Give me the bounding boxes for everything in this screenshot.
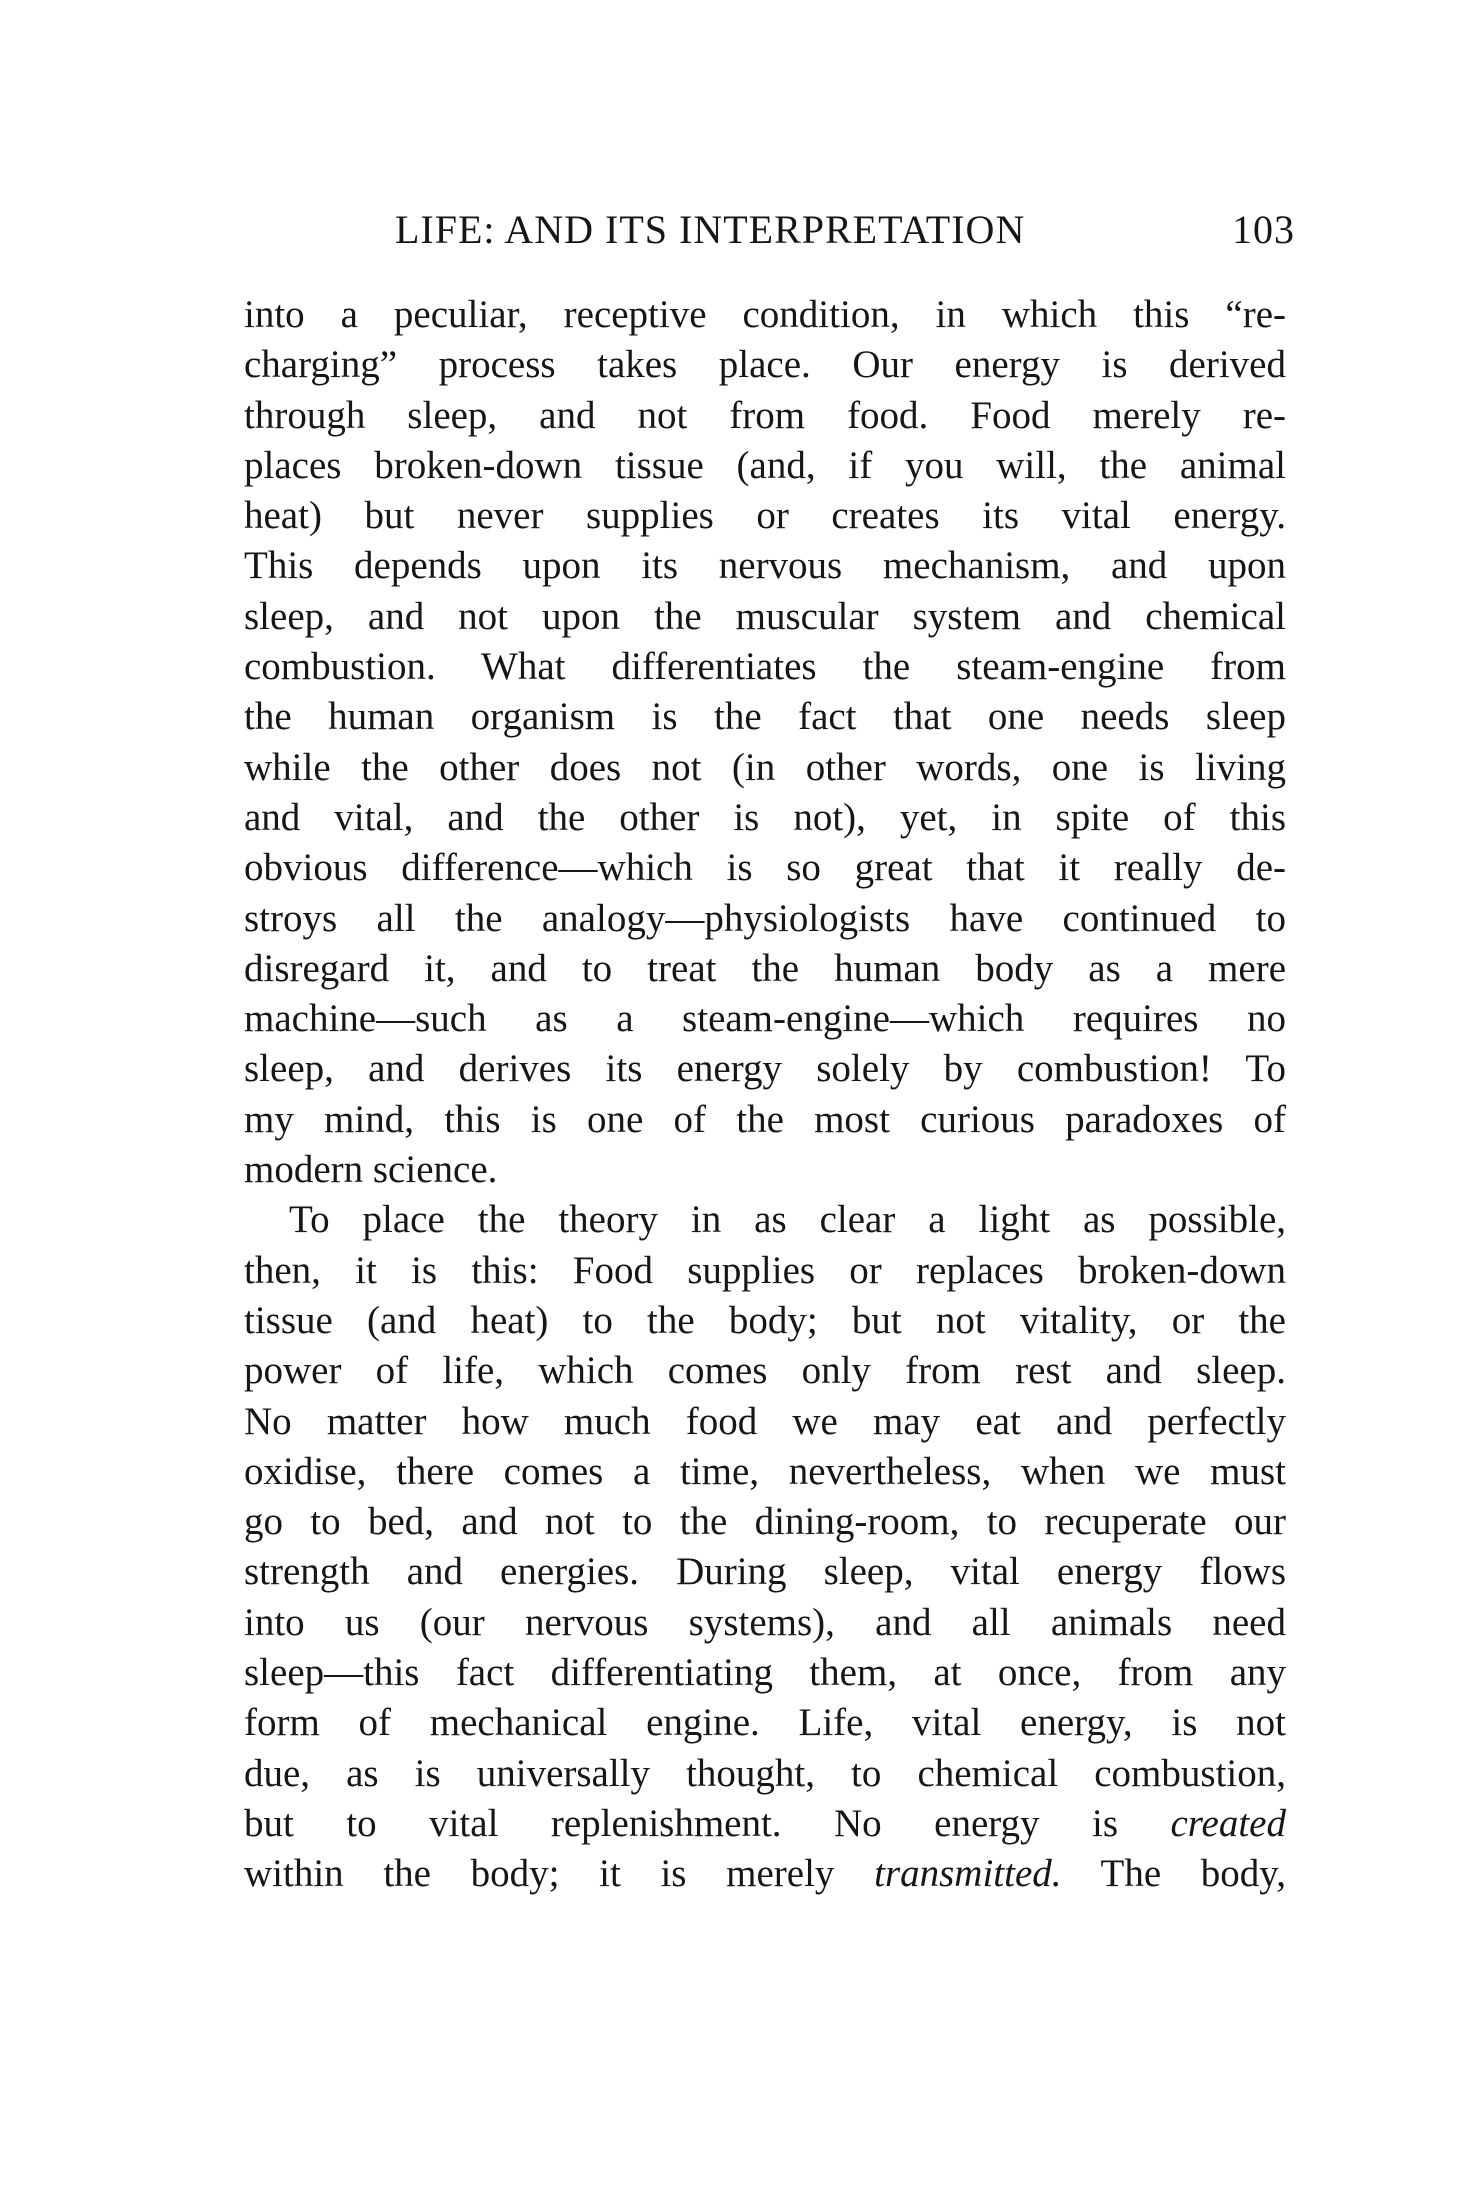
text-line: disregard it, and to treat the human body as a mere [244,946,1286,990]
paragraph-2 [244,1195,1286,1899]
italic-text: transmitted. [874,1852,1062,1896]
text-line: No matter how much food we may eat and perfectly [244,1399,1286,1443]
text-line: the human organism is the fact that one needs sleep [244,695,1286,739]
text-line: obvious difference—which is so great that it really de- [244,846,1286,890]
text-line: places broken-down tissue (and, if you will, the animal [244,443,1286,487]
text-line: This depends upon its nervous mechanism, and upon [244,544,1286,588]
text-line: sleep, and derives its energy solely by combustion! To [244,1047,1286,1091]
text-segment: The body, [1100,1852,1287,1896]
text-line: due, as is universally thought, to chemical combustion, [244,1751,1286,1795]
text-line: power of life, which comes only from rest and sleep. [244,1349,1286,1393]
text-line: while the other does not (in other words, one is living [244,745,1286,789]
text-line: into us (our nervous systems), and all animals need [244,1600,1286,1644]
text-line: through sleep, and not from food. Food merely re- [244,393,1286,437]
page-number: 103 [1232,207,1295,252]
text-line: heat) but never supplies or creates its vital energy. [244,494,1286,538]
text-line: my mind, this is one of the most curious paradoxes of [244,1097,1286,1141]
text-line: then, it is this: Food supplies or replaces broken-down [244,1248,1286,1292]
italic-text: created [1170,1801,1286,1845]
text-line: go to bed, and not to the dining-room, to recuperate our [244,1500,1286,1544]
text-line: stroys all the analogy—physiologists have continued to [244,896,1286,940]
running-title: LIFE: AND ITS INTERPRETATION [395,207,1026,252]
text-line: charging” process takes place. Our energy is derived [244,343,1286,387]
text-line: form of mechanical engine. Life, vital energy, is not [244,1701,1286,1745]
text-segment: but to vital replenishment. No energy is [244,1801,1119,1845]
text-line: and vital, and the other is not), yet, in spite of this [244,795,1286,839]
text-line: tissue (and heat) to the body; but not vitality, or the [244,1298,1286,1342]
paragraph-1 [244,290,1286,1195]
text-line: into a peculiar, receptive condition, in which this “re- [244,293,1286,336]
text-line: machine—such as a steam-engine—which requires no [244,997,1286,1041]
text-line-emphasis [244,1799,1286,1849]
text-line: To place the theory in as clear a light as possible, [289,1198,1286,1242]
body-text [244,290,1286,1900]
text-line: oxidise, there comes a time, nevertheless, when we must [244,1449,1286,1493]
text-line: sleep, and not upon the muscular system and chemical [244,594,1286,638]
text-line: modern science. [244,1148,498,1192]
text-line: combustion. What differentiates the steam-engine from [244,645,1286,689]
text-segment: within the body; it is merely [244,1852,835,1896]
text-line-emphasis [244,1849,1286,1899]
text-line: sleep—this fact differentiating them, at once, from any [244,1651,1286,1695]
running-head [395,200,1295,260]
text-line: strength and energies. During sleep, vital energy flows [244,1550,1286,1594]
